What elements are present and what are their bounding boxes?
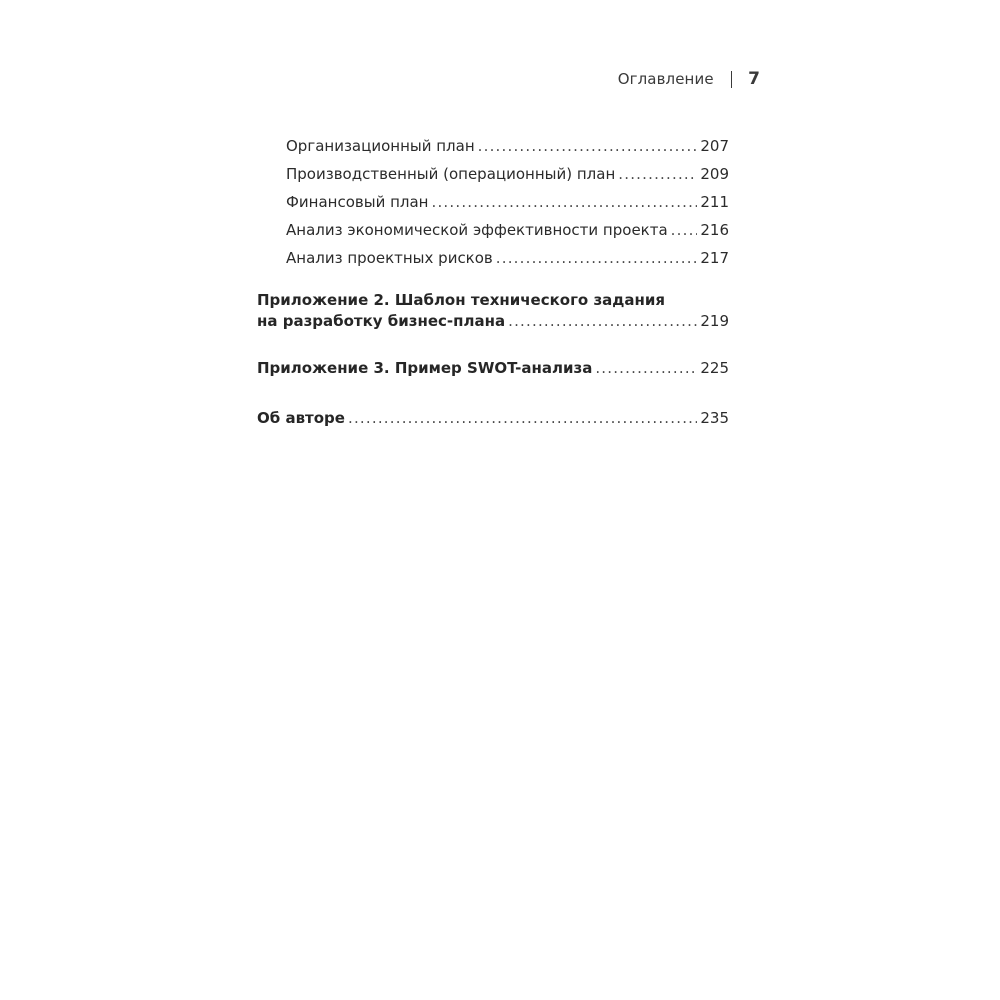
- toc-entry-label: Финансовый план: [286, 193, 429, 211]
- dot-leader: [671, 216, 698, 244]
- dot-leader: [496, 244, 698, 272]
- toc-entry-page: 216: [700, 221, 729, 239]
- toc-entry-page: 209: [700, 165, 729, 183]
- toc-entry-label: Организационный план: [286, 137, 475, 155]
- toc-entry-page: 217: [700, 249, 729, 267]
- toc-entry-financial-plan[interactable]: [257, 188, 729, 216]
- table-of-contents: [257, 132, 729, 432]
- page-number: 7: [748, 69, 760, 89]
- dot-leader: [348, 404, 697, 432]
- toc-entry-label: Приложение 3. Пример SWOT-анализа: [257, 359, 593, 377]
- toc-entry-label: на разработку бизнес-плана: [257, 312, 506, 330]
- toc-entry-label: Анализ экономической эффективности проекта: [286, 221, 668, 239]
- dot-leader: [432, 188, 698, 216]
- header-divider: [731, 71, 733, 88]
- toc-entry-risk-analysis[interactable]: [257, 244, 729, 272]
- toc-entry-appendix-3[interactable]: [257, 354, 729, 382]
- toc-entry-appendix-2[interactable]: [257, 290, 729, 332]
- toc-entry-page: 207: [700, 137, 729, 155]
- spacer: [257, 332, 729, 354]
- toc-entry-page: 219: [700, 312, 729, 330]
- spacer: [257, 272, 729, 290]
- dot-leader: [595, 354, 697, 382]
- toc-entry-organizational-plan[interactable]: [257, 132, 729, 160]
- dot-leader: [618, 160, 697, 188]
- toc-entry-page: 211: [700, 193, 729, 211]
- running-header: [618, 68, 760, 90]
- dot-leader: [508, 310, 697, 332]
- toc-entry-page: 235: [700, 409, 729, 427]
- toc-entry-about-author[interactable]: [257, 404, 729, 432]
- toc-entry-label: Об авторе: [257, 409, 345, 427]
- toc-entry-production-plan[interactable]: [257, 160, 729, 188]
- toc-entry-page: 225: [700, 359, 729, 377]
- toc-entry-title-line: Приложение 2. Шаблон технического задания: [257, 291, 666, 309]
- toc-entry-label: Анализ проектных рисков: [286, 249, 493, 267]
- dot-leader: [478, 132, 698, 160]
- toc-entry-efficiency-analysis[interactable]: [257, 216, 729, 244]
- spacer: [257, 382, 729, 404]
- section-title: Оглавление: [617, 70, 714, 88]
- toc-entry-label: Производственный (операционный) план: [286, 165, 616, 183]
